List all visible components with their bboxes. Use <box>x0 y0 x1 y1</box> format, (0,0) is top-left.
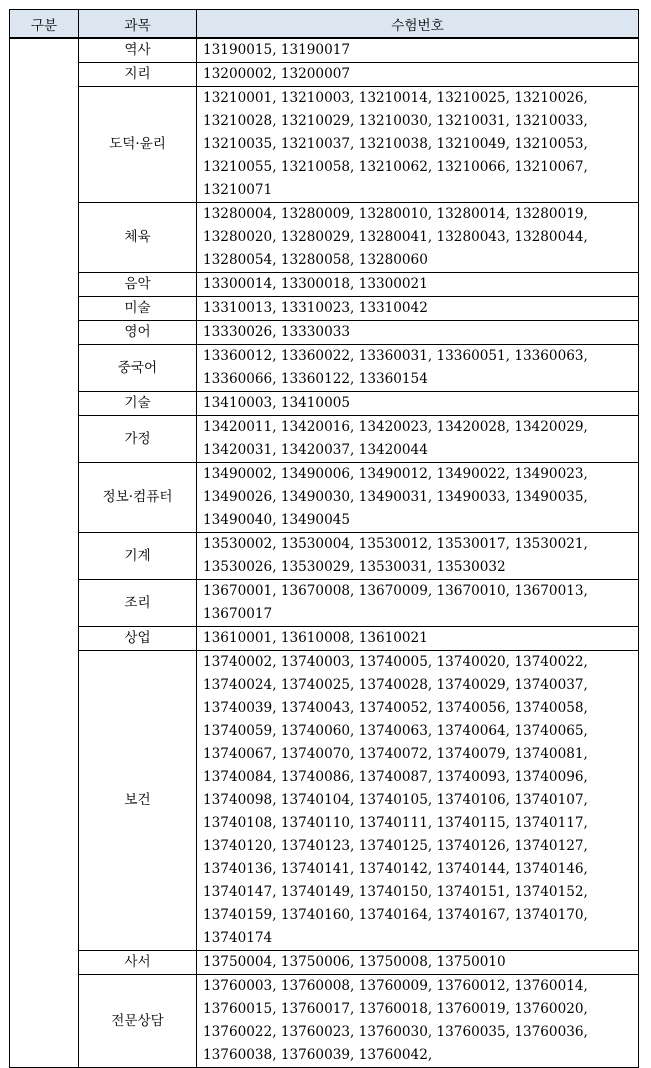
numbers-cell: 13760003, 13760008, 13760009, 13760012, 13760014, 13760015, 13760017, 13760018, 13760019, 13760020, 13760022, 13760023, 13760030, 13760035, 13760036, 13760038, 13760039, 13760042, <box>197 975 639 1068</box>
subject-cell: 가정 <box>79 416 197 463</box>
numbers-cell: 13190015, 13190017 <box>197 38 639 63</box>
header-exam-numbers: 수험번호 <box>197 10 639 39</box>
header-row <box>10 10 639 39</box>
numbers-cell: 13490002, 13490006, 13490012, 13490022, 13490023, 13490026, 13490030, 13490031, 13490033, 13490035, 13490040, 13490045 <box>197 463 639 533</box>
document-page <box>9 9 638 1063</box>
category-cell <box>10 38 79 1068</box>
numbers-cell: 13210001, 13210003, 13210014, 13210025, 13210026, 13210028, 13210029, 13210030, 13210031, 13210033, 13210035, 13210037, 13210038, 13210049, 13210053, 13210055, 13210058, 13210062, 13210066, 13210067, 13210071 <box>197 87 639 203</box>
table-row <box>10 975 639 1068</box>
numbers-cell: 13530002, 13530004, 13530012, 13530017, 13530021, 13530026, 13530029, 13530031, 13530032 <box>197 533 639 580</box>
table-row <box>10 392 639 416</box>
numbers-cell: 13310013, 13310023, 13310042 <box>197 297 639 321</box>
subject-cell: 조리 <box>79 580 197 627</box>
table-row <box>10 203 639 273</box>
subject-cell: 정보·컴퓨터 <box>79 463 197 533</box>
subject-cell: 체육 <box>79 203 197 273</box>
subject-cell: 지리 <box>79 63 197 87</box>
table-row <box>10 533 639 580</box>
subject-cell: 기계 <box>79 533 197 580</box>
numbers-cell: 13610001, 13610008, 13610021 <box>197 627 639 651</box>
numbers-cell: 13410003, 13410005 <box>197 392 639 416</box>
numbers-cell: 13200002, 13200007 <box>197 63 639 87</box>
table-row <box>10 463 639 533</box>
subject-cell: 사서 <box>79 951 197 975</box>
table-row <box>10 627 639 651</box>
header-category: 구분 <box>10 10 79 39</box>
numbers-cell: 13360012, 13360022, 13360031, 13360051, 13360063, 13360066, 13360122, 13360154 <box>197 345 639 392</box>
subject-cell: 음악 <box>79 273 197 297</box>
numbers-cell: 13300014, 13300018, 13300021 <box>197 273 639 297</box>
subject-cell: 중국어 <box>79 345 197 392</box>
subject-cell: 영어 <box>79 321 197 345</box>
numbers-cell: 13420011, 13420016, 13420023, 13420028, 13420029, 13420031, 13420037, 13420044 <box>197 416 639 463</box>
subject-cell: 기술 <box>79 392 197 416</box>
numbers-cell: 13280004, 13280009, 13280010, 13280014, 13280019, 13280020, 13280029, 13280041, 13280043, 13280044, 13280054, 13280058, 13280060 <box>197 203 639 273</box>
table-row <box>10 951 639 975</box>
numbers-cell: 13740002, 13740003, 13740005, 13740020, 13740022, 13740024, 13740025, 13740028, 13740029, 13740037, 13740039, 13740043, 13740052, 13740056, 13740058, 13740059, 13740060, 13740063, 13740064, 13740065, 13740067, 13740070, 13740072, 13740079, 13740081, 13740084, 13740086, 13740087, 13740093, 13740096, 13740098, 13740104, 13740105, 13740106, 13740107, 13740108, 13740110, 13740111, 13740115, 13740117, 13740120, 13740123, 13740125, 13740126, 13740127, 13740136, 13740141, 13740142, 13740144, 13740146, 13740147, 13740149, 13740150, 13740151, 13740152, 13740159, 13740160, 13740164, 13740167, 13740170, 13740174 <box>197 651 639 951</box>
table-row <box>10 580 639 627</box>
table-row <box>10 87 639 203</box>
table-row <box>10 321 639 345</box>
table-row <box>10 273 639 297</box>
table-row <box>10 416 639 463</box>
table-row <box>10 63 639 87</box>
numbers-cell: 13670001, 13670008, 13670009, 13670010, 13670013, 13670017 <box>197 580 639 627</box>
exam-number-table <box>9 9 639 1068</box>
subject-cell: 보건 <box>79 651 197 951</box>
numbers-cell: 13750004, 13750006, 13750008, 13750010 <box>197 951 639 975</box>
table-row <box>10 651 639 951</box>
subject-cell: 상업 <box>79 627 197 651</box>
table-row <box>10 38 639 63</box>
subject-cell: 역사 <box>79 38 197 63</box>
subject-cell: 도덕·윤리 <box>79 87 197 203</box>
header-subject: 과목 <box>79 10 197 39</box>
subject-cell: 미술 <box>79 297 197 321</box>
numbers-cell: 13330026, 13330033 <box>197 321 639 345</box>
table-row <box>10 297 639 321</box>
table-row <box>10 345 639 392</box>
subject-cell: 전문상담 <box>79 975 197 1068</box>
